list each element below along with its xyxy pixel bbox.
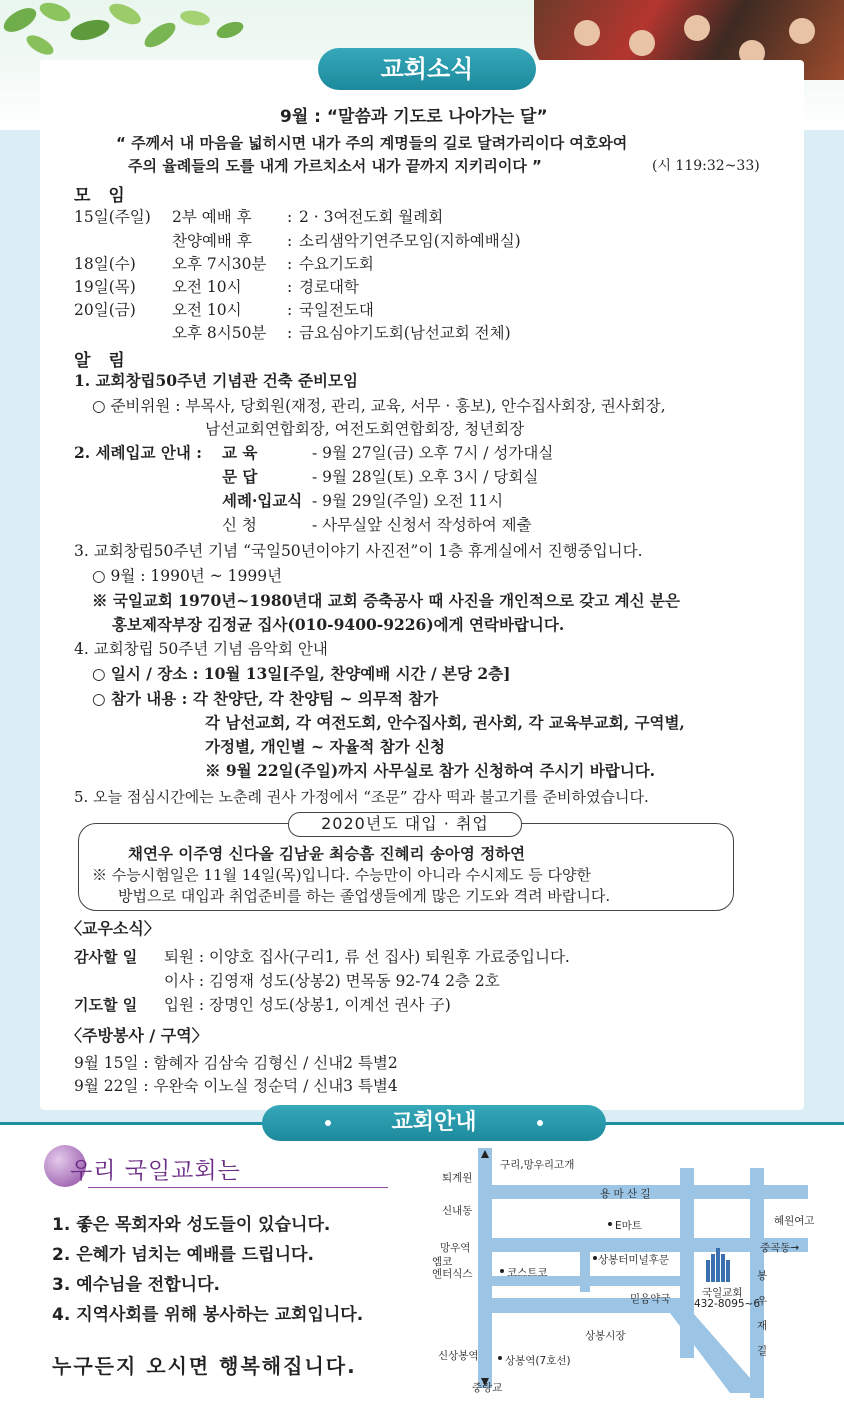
map-label: 봉: [757, 1270, 768, 1282]
map-label: 혜원여고: [774, 1215, 815, 1227]
map-label: 상봉역(7호선): [505, 1355, 571, 1367]
baptism-label: 세례·입교식: [222, 491, 303, 510]
notice-4-title: 4. 교회창립 50주년 기념 음악회 안내: [74, 640, 328, 658]
map-label: 상봉터미널후문: [598, 1254, 670, 1266]
meeting-event: 수요기도회: [299, 255, 374, 273]
admission-note: ※ 수능시험일은 11월 14일(목)입니다. 수능만이 아니라 수시제도 등 다양한: [92, 866, 592, 884]
thanks-item: 이사 : 김영재 성도(상봉2) 면목동 92-74 2층 2호: [164, 972, 500, 990]
notice-1-line: 남선교회연합회장, 여전도회연합회장, 청년회장: [205, 420, 525, 438]
kitchen-line: 9월 22일 : 우완숙 이노실 정순덕 / 신내3 특별4: [74, 1077, 398, 1095]
meeting-time: 찬양예배 후: [172, 232, 252, 250]
notice-1-title: 1. 교회창립50주년 기념관 건축 준비모임: [74, 371, 358, 390]
dot-icon: [537, 1120, 543, 1126]
map-label: 코스트코: [507, 1267, 548, 1279]
meeting-date: 18일(수): [74, 255, 136, 273]
map-label: 우: [757, 1295, 768, 1307]
baptism-value: - 9월 27일(금) 오후 7시 / 성가대실: [312, 444, 554, 462]
church-label: 국일교회: [702, 1287, 743, 1299]
admission-title: 2020년도 대입 · 취업: [288, 812, 522, 837]
guide-title: 교회안내: [391, 1110, 477, 1135]
church-phone: 432-8095~6: [694, 1298, 761, 1310]
meeting-date: 20일(금): [74, 301, 136, 319]
guide-item: 1. 좋은 목회자와 성도들이 있습니다.: [52, 1215, 331, 1235]
map-label: 퇴계원: [442, 1172, 473, 1184]
baptism-label: 교 육: [222, 443, 258, 462]
notice-4-line: ※ 9월 22일(주일)까지 사무실로 참가 신청하여 주시기 바랍니다.: [205, 761, 656, 780]
kitchen-heading: 〈주방봉사 / 구역〉: [66, 1026, 208, 1045]
map-label: 중곡동→: [760, 1242, 800, 1254]
guide-item: 2. 은혜가 넘치는 예배를 드립니다.: [52, 1245, 314, 1265]
map-label: 길: [757, 1345, 768, 1357]
notice-3-line: ※ 국일교회 1970년~1980년대 교회 증축공사 때 사진을 개인적으로 갖고 계신 분은: [92, 591, 680, 610]
verse-reference: (시 119:32~33): [652, 158, 760, 174]
meeting-event: 금요심야기도회(남선교회 전체): [299, 324, 511, 342]
map-label: 중랑교: [472, 1382, 503, 1394]
notices-heading: 알 림: [74, 351, 131, 371]
map-label: E마트: [615, 1220, 642, 1232]
meeting-event: 국일전도대: [299, 301, 374, 319]
month-theme-title: 9월 : “말씀과 기도로 나아가는 달”: [280, 107, 548, 127]
admission-names: 채연우 이주영 신다올 김남윤 최승흠 진혜리 송아영 정하연: [128, 844, 526, 863]
map-label: 망우역: [440, 1242, 471, 1254]
meeting-sep: :: [287, 278, 293, 296]
notice-3-line: ○ 9월 : 1990년 ~ 1999년: [92, 567, 283, 585]
welcome-text: 누구든지 오시면 행복해집니다.: [52, 1354, 357, 1378]
meeting-sep: :: [287, 232, 293, 250]
map-label: 신상봉역: [438, 1350, 479, 1362]
meeting-time: 오전 10시: [172, 301, 242, 319]
verse-line-2: 주의 율례들의 도를 내게 가르치소서 내가 끝까지 지키리이다 ”: [128, 157, 542, 175]
pray-item: 입원 : 장명인 성도(상봉1, 이계선 권사 子): [164, 996, 451, 1014]
notice-5-title: 5. 오늘 점심시간에는 노춘례 권사 가정에서 “조문” 감사 떡과 불고기를 준비하였습니다.: [74, 788, 649, 806]
thanks-item: 퇴원 : 이양호 집사(구리1, 류 선 집사) 퇴원후 가료중입니다.: [164, 948, 570, 966]
pray-label: 기도할 일: [74, 996, 138, 1014]
map-label: 상봉시장: [585, 1330, 626, 1342]
notice-1-line: ○ 준비위원 : 부목사, 당회원(재정, 관리, 교육, 서무 · 홍보), 안수집사회장, 권사회장,: [92, 397, 666, 415]
meeting-event: 2 · 3여전도회 월례회: [299, 208, 444, 226]
meetings-heading: 모 임: [74, 186, 131, 206]
meeting-sep: :: [287, 208, 293, 226]
meeting-sep: :: [287, 324, 293, 342]
notice-4-line: ○ 일시 / 장소 : 10월 13일[주일, 찬양예배 시간 / 본당 2층]: [92, 664, 511, 683]
verse-line-1: “ 주께서 내 마음을 넓히시면 내가 주의 계명들의 길로 달려가리이다 여호와여: [116, 134, 628, 152]
meeting-time: 2부 예배 후: [172, 208, 252, 226]
meeting-date: 15일(주일): [74, 208, 151, 226]
meeting-date: 19일(목): [74, 278, 136, 296]
church-news-header: 교회소식: [318, 48, 536, 90]
dot-icon: [325, 1120, 331, 1126]
map-label: 엠코 엔터식스: [432, 1256, 473, 1280]
meeting-event: 소리샘악기연주모임(지하예배실): [299, 232, 521, 250]
baptism-value: - 사무실앞 신청서 작성하여 제출: [312, 516, 532, 534]
map-label: 믿음약국: [630, 1293, 671, 1305]
meeting-time: 오전 10시: [172, 278, 242, 296]
meeting-sep: :: [287, 301, 293, 319]
church-location-map: [430, 1148, 830, 1398]
map-label: 용 마 산 길: [600, 1188, 651, 1200]
baptism-label: 문 답: [222, 467, 258, 486]
guide-subtitle: 우리 국일교회는: [70, 1158, 241, 1184]
kitchen-line: 9월 15일 : 함혜자 김삼숙 김형신 / 신내2 특별2: [74, 1054, 398, 1072]
meeting-event: 경로대학: [299, 278, 359, 296]
thanks-label: 감사할 일: [74, 948, 138, 966]
notice-4-line: 각 남선교회, 각 여전도회, 안수집사회, 권사회, 각 교육부교회, 구역별,: [205, 713, 685, 732]
map-label: 재: [757, 1320, 768, 1332]
members-heading: 〈교우소식〉: [66, 919, 160, 938]
church-guide-header: [262, 1105, 606, 1141]
subtitle-underline: [88, 1187, 388, 1188]
notice-4-line: ○ 참가 내용 : 각 찬양단, 각 찬양팀 ~ 의무적 참가: [92, 689, 439, 708]
notice-2-title: 2. 세례입교 안내 :: [74, 443, 202, 462]
meeting-sep: :: [287, 255, 293, 273]
baptism-label: 신 청: [222, 516, 257, 534]
baptism-value: - 9월 28일(토) 오후 3시 / 당회실: [312, 468, 539, 486]
meeting-time: 오후 7시30분: [172, 255, 267, 273]
guide-item: 3. 예수님을 전합니다.: [52, 1275, 220, 1295]
notice-3-line: 홍보제작부장 김정균 집사(010-9400-9226)에게 연락바랍니다.: [112, 615, 565, 634]
map-label: 신내동: [442, 1205, 473, 1217]
notice-4-line: 가정별, 개인별 ~ 자율적 참가 신청: [205, 737, 446, 756]
baptism-value: - 9월 29일(주일) 오전 11시: [312, 492, 504, 510]
meeting-time: 오후 8시50분: [172, 324, 267, 342]
notice-3-title: 3. 교회창립50주년 기념 “국일50년이야기 사진전”이 1층 휴게실에서 진행중입니다.: [74, 542, 643, 560]
admission-note: 방법으로 대입과 취업준비를 하는 졸업생들에게 많은 기도와 격려 바랍니다.: [118, 887, 611, 905]
guide-item: 4. 지역사회를 위해 봉사하는 교회입니다.: [52, 1305, 364, 1325]
map-label: 구리,망우리고개: [500, 1159, 575, 1171]
